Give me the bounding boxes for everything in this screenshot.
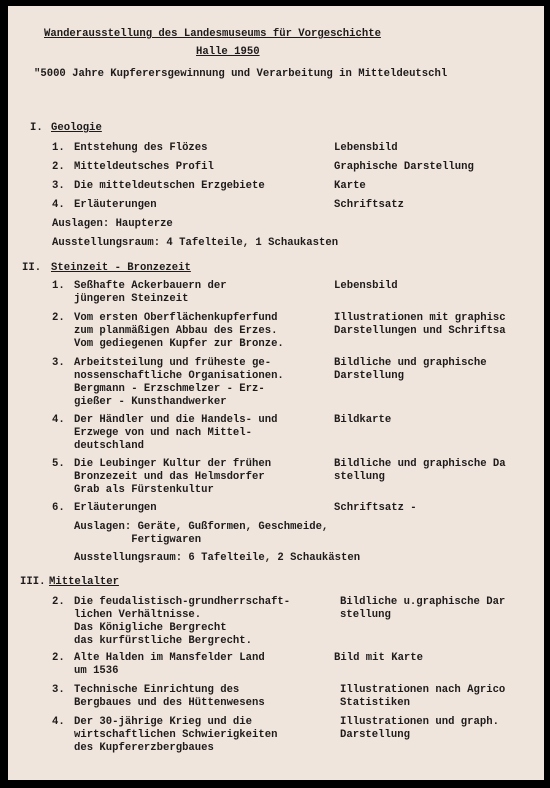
item-number: 3. [52, 180, 65, 192]
item-number: 2. [52, 652, 65, 664]
item-text: Mitteldeutsches Profil [74, 161, 214, 173]
item-text: Seßhafte Ackerbauern der jüngeren Steinzeit [74, 280, 227, 305]
item-medium: Illustrationen und graph. Darstellung [340, 716, 499, 741]
item-text: Arbeitsteilung und früheste ge- nossenschaftliche Organisationen. Bergmann - Erzschmelzer - Erz- gießer - Kunsthandwerker [74, 357, 284, 408]
item-medium: Bildliche u.graphische Dar stellung [340, 596, 506, 621]
item-text: Der 30-jährige Krieg und die wirtschaftlichen Schwierigkeiten des Kupfererzbergbaues [74, 716, 278, 754]
section-title: Steinzeit - Bronzezeit [51, 262, 191, 274]
item-text: Erläuterungen [74, 199, 157, 211]
item-number: 4. [52, 199, 65, 211]
item-number: 3. [52, 684, 65, 696]
section-numeral: II. [22, 262, 42, 274]
item-number: 6. [52, 502, 65, 514]
item-text: Erläuterungen [74, 502, 157, 514]
item-text: Alte Halden im Mansfelder Land um 1536 [74, 652, 265, 677]
section-numeral: III. [20, 576, 46, 588]
item-number: 2. [52, 312, 65, 324]
section-note: Ausstellungsraum: 6 Tafelteile, 2 Schaukästen [74, 552, 361, 564]
item-medium: Illustrationen nach Agrico Statistiken [340, 684, 506, 709]
item-text: Entstehung des Flözes [74, 142, 208, 154]
section-note: Ausstellungsraum: 4 Tafelteile, 1 Schaukasten [52, 237, 339, 249]
item-text: Die feudalistisch-grundherrschaft- lichen Verhältnisse. Das Königliche Bergrecht das kurfürstliche Bergrecht. [74, 596, 291, 647]
item-medium: Bild mit Karte [334, 652, 424, 664]
item-medium: Karte [334, 180, 366, 192]
item-medium: Illustrationen mit graphisc Darstellungen und Schriftsa [334, 312, 506, 337]
item-number: 1. [52, 280, 65, 292]
item-text: Die mitteldeutschen Erzgebiete [74, 180, 265, 192]
document-date-line: Halle 1950 [196, 46, 260, 58]
item-text: Der Händler und die Handels- und Erzwege von und nach Mittel- deutschland [74, 414, 278, 452]
section-note: Auslagen: Haupterze [52, 218, 173, 230]
item-number: 4. [52, 414, 65, 426]
item-number: 2. [52, 596, 65, 608]
item-number: 5. [52, 458, 65, 470]
item-medium: Graphische Darstellung [334, 161, 474, 173]
document-page [8, 6, 544, 780]
section-title: Mittelalter [49, 576, 119, 588]
item-text: Vom ersten Oberflächenkupferfund zum planmäßigen Abbau des Erzes. Vom gediegenen Kupfer zur Bronze. [74, 312, 284, 350]
item-text: Technische Einrichtung des Bergbaues und des Hüttenwesens [74, 684, 265, 709]
item-number: 1. [52, 142, 65, 154]
item-text: Die Leubinger Kultur der frühen Bronzezeit und das Helmsdorfer Grab als Fürstenkultur [74, 458, 272, 496]
section-numeral: I. [30, 122, 43, 134]
section-note: Auslagen: Geräte, Gußformen, Geschmeide, Fertigwaren [74, 521, 329, 546]
item-medium: Bildliche und graphische Da stellung [334, 458, 506, 483]
document-subtitle: "5000 Jahre Kupferersgewinnung und Verarbeitung in Mitteldeutschl [34, 68, 448, 80]
item-medium: Schriftsatz - [334, 502, 417, 514]
item-medium: Bildliche und graphische Darstellung [334, 357, 487, 382]
item-number: 3. [52, 357, 65, 369]
document-title: Wanderausstellung des Landesmuseums für Vorgeschichte [44, 28, 381, 40]
item-medium: Bildkarte [334, 414, 392, 426]
section-title: Geologie [51, 122, 102, 134]
item-medium: Schriftsatz [334, 199, 404, 211]
item-medium: Lebensbild [334, 280, 398, 292]
item-number: 4. [52, 716, 65, 728]
item-number: 2. [52, 161, 65, 173]
item-medium: Lebensbild [334, 142, 398, 154]
